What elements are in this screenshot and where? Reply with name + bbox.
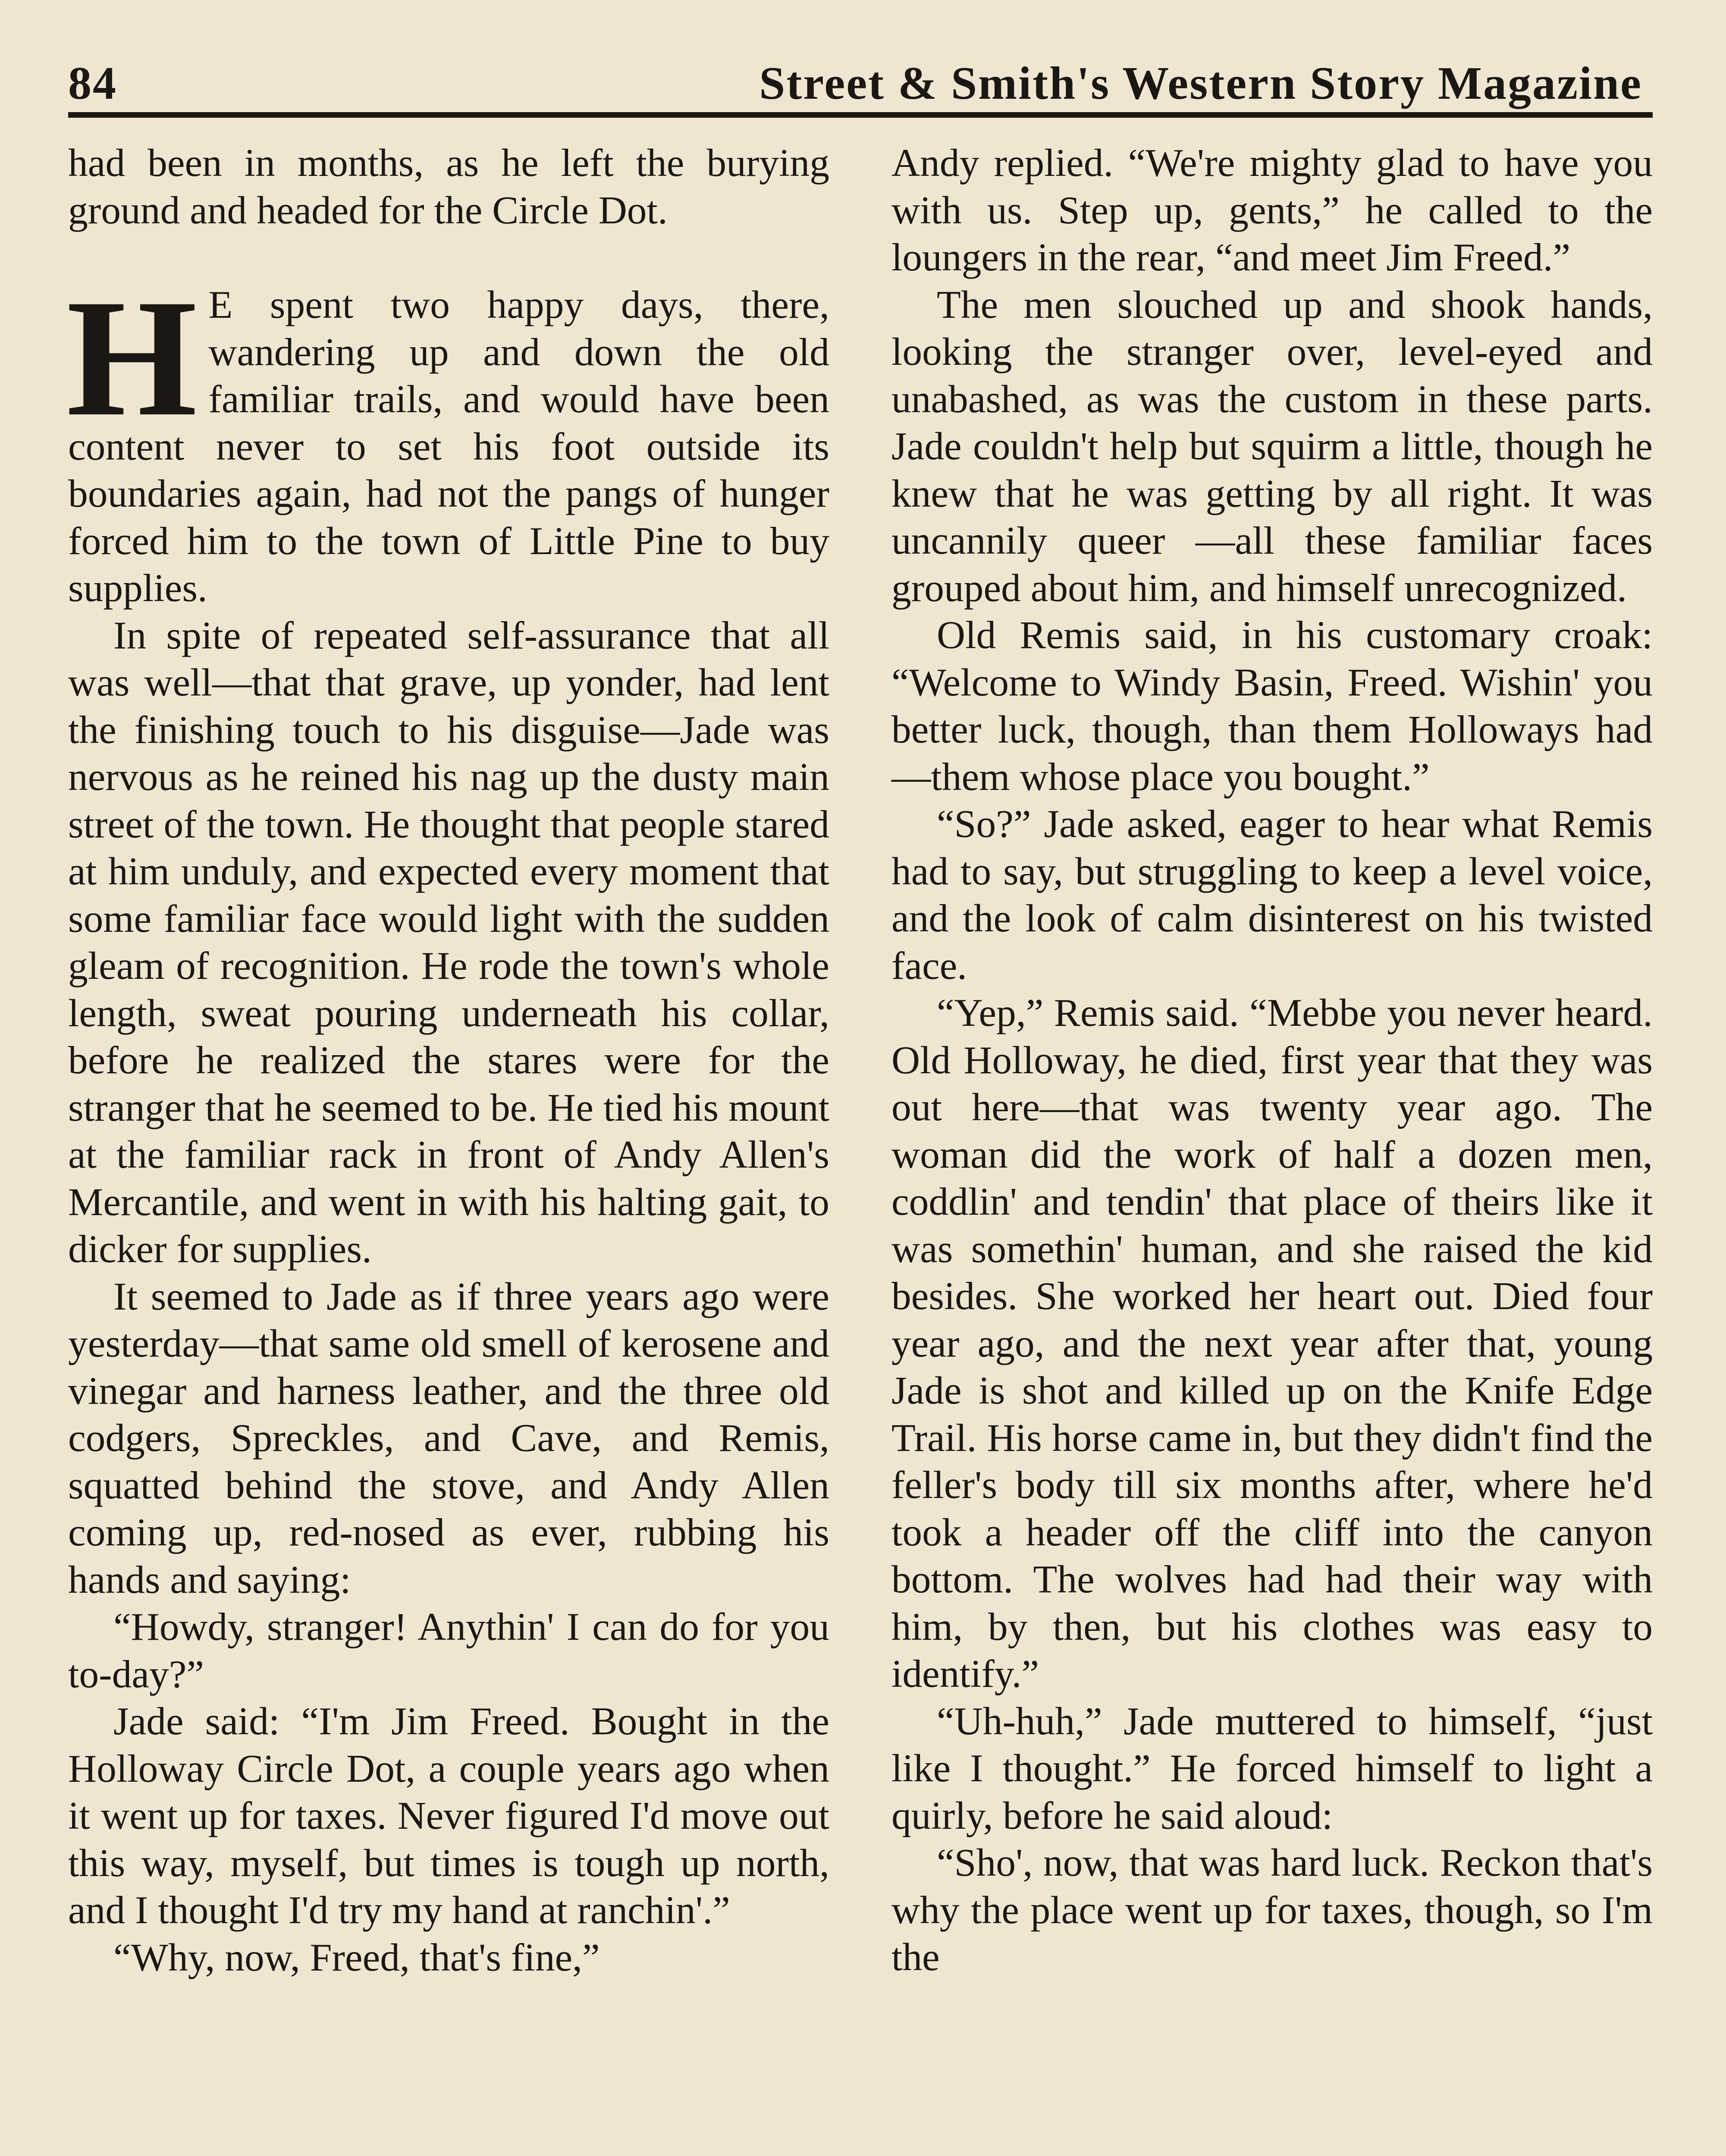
paragraph: “Yep,” Remis said. “Mebbe you never heard. Old Holloway, he died, first year that they was out here—that was twenty year ago. The woman did the work of half a dozen men, coddlin' and tendin' that place of theirs like it was somethin' human, and she raised the kid besides. She worked her heart out. Died four year ago, and the next year after that, young Jade is shot and killed up on the Knife Edge Trail. His horse came in, but they didn't find the feller's body till six months after, where he'd took a header off the cliff into the canyon bottom. The wolves had had their way with him, by then, but his clothes was easy to identify.” bbox=[891, 990, 1653, 1695]
paragraph: had been in months, as he left the burying ground and headed for the Circle Dot. bbox=[68, 141, 829, 232]
paragraph: Andy replied. “We're mighty glad to have you with us. Step up, gents,” he called to the loungers in the rear, “and meet Jim Freed.” bbox=[891, 141, 1653, 279]
paragraph: “Howdy, stranger! Anythin' I can do for you to-day?” bbox=[68, 1604, 829, 1696]
text-columns bbox=[68, 139, 1653, 1981]
paragraph: It seemed to Jade as if three years ago were yesterday—that same old smell of kerosene and vinegar and harness leather, and the three old codgers, Spreckles, and Cave, and Remis, squatted behind the stove, and Andy Allen coming up, red-nosed as ever, rubbing his hands and saying: bbox=[68, 1274, 829, 1601]
drop-cap: H bbox=[66, 265, 198, 451]
paragraph: Jade said: “I'm Jim Freed. Bought in the Holloway Circle Dot, a couple years ago when it went up for taxes. Never figured I'd move out this way, myself, but times is tough up north, and I thought I'd try my hand at ranchin'.” bbox=[68, 1699, 829, 1932]
right-column bbox=[891, 139, 1653, 1981]
left-column bbox=[68, 139, 829, 1981]
paragraph: “Sho', now, that was hard luck. Reckon that's why the place went up for taxes, though, so I'm the bbox=[891, 1840, 1653, 1979]
dropcap-paragraph bbox=[66, 265, 829, 612]
magazine-title: Street & Smith's Western Story Magazine bbox=[759, 58, 1642, 109]
page-number: 84 bbox=[68, 58, 117, 109]
dropcap-paragraph-text: E spent two happy days, there, wandering up and down the old familiar trails, and would have been content never to set his foot outside its boundaries again, had not the pangs of hunger forced him to the town of Little Pine to buy supplies. bbox=[68, 282, 829, 610]
paragraph: “Why, now, Freed, that's fine,” bbox=[113, 1935, 600, 1979]
paragraph: Old Remis said, in his customary croak: “Welcome to Windy Basin, Freed. Wishin' you better luck, though, than them Holloways had —them whose place you bought.” bbox=[891, 613, 1653, 799]
page-header bbox=[68, 52, 1653, 118]
paragraph: The men slouched up and shook hands, looking the stranger over, level-eyed and unabashed, as was the custom in these parts. Jade couldn't help but squirm a little, though he knew that he was getting by all right. It was uncannily queer —all these familiar faces grouped about him, and himself unrecognized. bbox=[891, 282, 1653, 610]
paragraph: “So?” Jade asked, eager to hear what Remis had to say, but struggling to keep a level voice, and the look of calm disinterest on his twisted face. bbox=[891, 802, 1653, 987]
paragraph: “Uh-huh,” Jade muttered to himself, “just like I thought.” He forced himself to light a quirly, before he said aloud: bbox=[891, 1698, 1653, 1837]
paragraph: In spite of repeated self-assurance that all was well—that that grave, up yonder, had lent the finishing touch to his disguise—Jade was nervous as he reined his nag up the dusty main street of the town. He thought that people stared at him unduly, and expected every moment that some familiar face would light with the sudden gleam of recognition. He rode the town's whole length, sweat pouring underneath his collar, before he realized the stares were for the stranger that he seemed to be. He tied his mount at the familiar rack in front of Andy Allen's Mercantile, and went in with his halting gait, to dicker for supplies. bbox=[68, 613, 829, 1271]
